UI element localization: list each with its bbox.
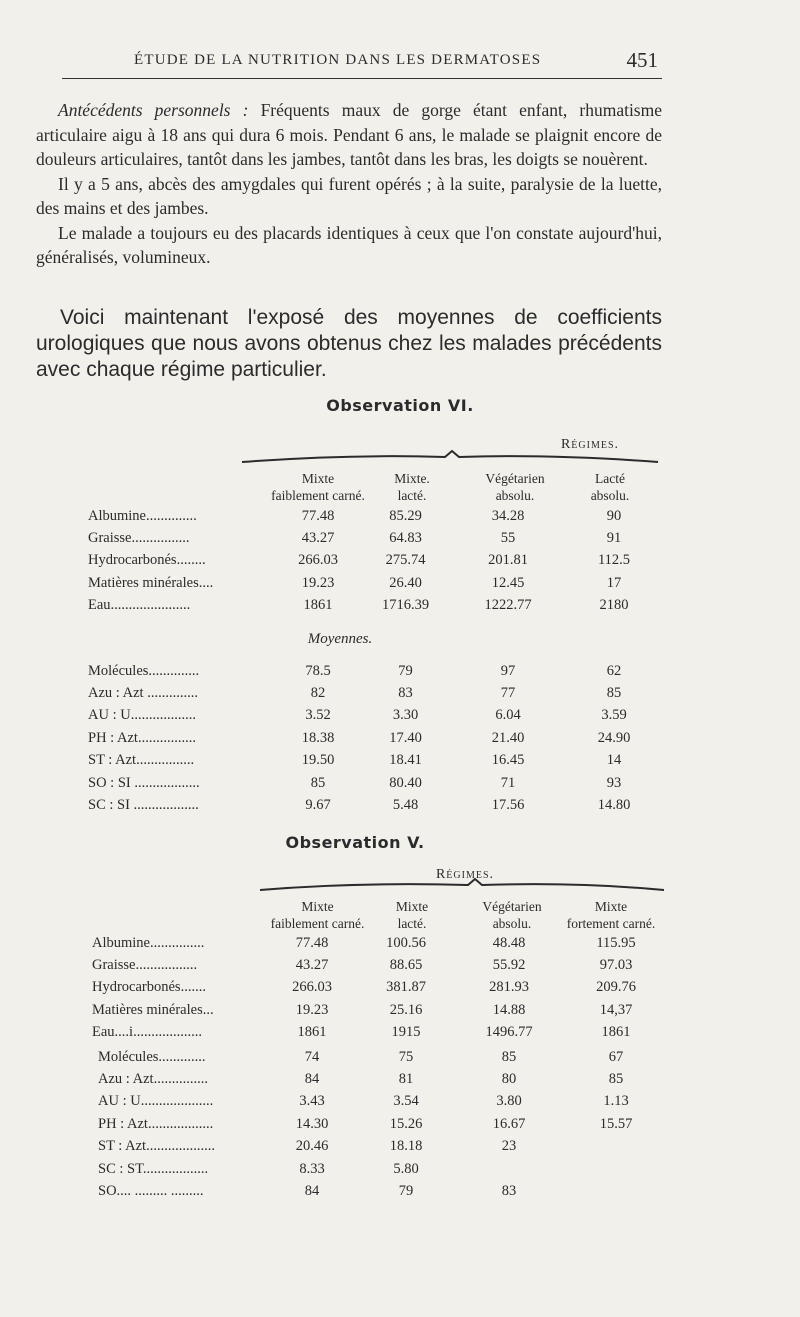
- row-label: Azu : Azt ..............: [88, 685, 198, 702]
- cell-value: 26.40: [389, 574, 422, 591]
- cell-value: 83: [501, 1183, 517, 1200]
- cell-value: 20.46: [295, 1138, 329, 1155]
- cell-value: 67: [608, 1048, 624, 1065]
- cell-value: 97: [500, 662, 516, 679]
- cell-value: 14,37: [599, 1001, 633, 1018]
- intro-text: Voici maintenant l'exposé des moyennes de coefficients urologiques que nous avons obtenus chez les malades précédents avec chaque régime particulier.: [36, 306, 662, 381]
- cell-value: 9.67: [305, 797, 331, 814]
- cell-value: 1861: [297, 1024, 327, 1041]
- cell-value: 2180: [599, 597, 629, 614]
- cell-value: 83: [398, 685, 413, 702]
- obs5-col1-head: [255, 898, 380, 932]
- cell-value: 1861: [601, 1024, 631, 1041]
- table-row: [92, 1022, 664, 1044]
- cell-value: 18.41: [389, 752, 422, 769]
- row-label: ST : Azt...................: [98, 1138, 215, 1155]
- obs6-coefficients-table: [88, 660, 660, 817]
- cell-value: 3.30: [392, 707, 419, 724]
- cell-value: 209.76: [596, 979, 636, 996]
- cell-value: 17: [606, 574, 622, 591]
- obs6-moyennes-label: Moyennes.: [307, 631, 373, 647]
- obs6-col2-head: [372, 470, 452, 504]
- cell-value: 3.54: [393, 1093, 419, 1110]
- cell-value: 3.59: [601, 707, 627, 724]
- cell-value: 16.45: [491, 752, 525, 769]
- table-row: [98, 1136, 664, 1158]
- row-label: PH : Azt..................: [98, 1115, 214, 1132]
- cell-value: 19.23: [301, 574, 335, 591]
- cell-value: 112.5: [597, 552, 631, 569]
- obs5-col2-head-l2: lacté.: [397, 916, 427, 931]
- cell-value: 1915: [391, 1024, 421, 1041]
- obs6-col2-head-l2: lacté.: [397, 488, 427, 503]
- running-title: ÉTUDE DE LA NUTRITION DANS LES DERMATOSES: [134, 52, 542, 68]
- cell-value: 3.43: [299, 1093, 325, 1110]
- cell-value: 90: [606, 507, 622, 524]
- row-label: AU : U....................: [98, 1093, 214, 1110]
- cell-value: 93: [606, 774, 622, 791]
- cell-value: [568, 1136, 664, 1158]
- cell-value: 275.74: [385, 552, 426, 569]
- cell-value: 266.03: [292, 979, 332, 996]
- row-label: PH : Azt................: [88, 729, 196, 746]
- row-label: Matières minérales...: [92, 1001, 214, 1018]
- table-row: [88, 505, 660, 527]
- cell-value: 14.88: [492, 1001, 526, 1018]
- obs6-brace: [240, 450, 660, 466]
- cell-value: 266.03: [298, 552, 338, 569]
- cell-value: 88.65: [389, 957, 423, 974]
- table-row: [98, 1158, 664, 1180]
- cell-value: 75: [398, 1048, 414, 1065]
- cell-value: 1716.39: [381, 597, 430, 614]
- cell-value: 23: [501, 1138, 517, 1155]
- table-row: [92, 977, 664, 999]
- cell-value: 5.48: [392, 797, 419, 814]
- obs5-col3-head-l1: Végétarien: [482, 899, 542, 914]
- cell-value: [450, 1158, 568, 1180]
- table-row: [88, 550, 660, 572]
- obs6-col4-head-l1: Lacté: [595, 471, 625, 486]
- observation-6-title: Observation VI.: [326, 396, 474, 415]
- cell-value: 97.03: [599, 957, 633, 974]
- cell-value: 25.16: [389, 1001, 423, 1018]
- cell-value: 91: [606, 530, 622, 547]
- obs6-regimes-label: Régimes.: [560, 437, 620, 452]
- obs6-col3-head-l2: absolu.: [495, 488, 535, 503]
- cell-value: 16.67: [492, 1115, 526, 1132]
- cell-value: [568, 1158, 664, 1180]
- cell-value: 77.48: [295, 934, 329, 951]
- paragraph-abces: Il y a 5 ans, abcès des amygdales qui furent opérés ; à la suite, paralysie de la luette, des mains et des jambes.: [36, 173, 662, 218]
- cell-value: 55: [500, 530, 516, 547]
- cell-value: 79: [398, 662, 413, 679]
- row-label: Eau......................: [88, 597, 191, 614]
- cell-value: 115.95: [596, 934, 636, 951]
- row-label: Hydrocarbonés.......: [92, 979, 206, 996]
- table-row: [88, 794, 660, 816]
- cell-value: 84: [304, 1183, 320, 1200]
- obs6-composition-table: [88, 505, 660, 617]
- cell-value: 64.83: [389, 530, 422, 547]
- cell-value: 18.18: [389, 1138, 423, 1155]
- row-label: Graisse................: [88, 530, 190, 547]
- obs6-col1-head-l2: faiblement carné.: [271, 488, 365, 503]
- cell-value: 85: [310, 774, 326, 791]
- intro-paragraph: [36, 305, 662, 383]
- table-row: [88, 705, 660, 727]
- cell-value: 14: [606, 752, 622, 769]
- paragraph-placards: Le malade a toujours eu des placards identiques à ceux que l'on constate aujourd'hui, généralisés, volumineux.: [36, 222, 662, 267]
- table-row: [88, 527, 660, 549]
- obs6-col3-head: [470, 470, 560, 504]
- obs6-col1-head: [258, 470, 378, 504]
- obs6-col1-head-l1: Mixte: [301, 471, 335, 486]
- row-label: AU : U..................: [88, 707, 196, 724]
- table-row: [88, 727, 660, 749]
- cell-value: 55.92: [492, 957, 526, 974]
- cell-value: 18.38: [301, 729, 335, 746]
- cell-value: 85: [606, 685, 622, 702]
- cell-value: 3.80: [496, 1093, 522, 1110]
- cell-value: 78.5: [305, 662, 331, 679]
- cell-value: 281.93: [489, 979, 529, 996]
- table-row: [98, 1068, 664, 1090]
- cell-value: 85: [608, 1071, 624, 1088]
- row-label: Molécules.............: [98, 1048, 206, 1065]
- running-header: [62, 48, 662, 78]
- cell-value: 6.04: [495, 707, 521, 724]
- row-label: Albumine...............: [92, 934, 205, 951]
- cell-value: 15.57: [599, 1115, 633, 1132]
- obs5-col2-head: [372, 898, 452, 932]
- obs5-col1-head-l2: faiblement carné.: [270, 916, 365, 931]
- table-row: [98, 1091, 664, 1113]
- cell-value: 19.23: [295, 1001, 329, 1018]
- table-row: [88, 595, 660, 617]
- cell-value: 15.26: [389, 1115, 423, 1132]
- cell-value: 381.87: [386, 979, 426, 996]
- obs5-col4-head-l1: Mixte: [594, 899, 628, 914]
- row-label: SO.... ......... .........: [98, 1183, 204, 1200]
- obs5-col2-head-l1: Mixte: [395, 899, 429, 914]
- obs5-brace: [258, 878, 666, 894]
- cell-value: 19.50: [301, 752, 335, 769]
- table-row: [98, 1180, 664, 1202]
- obs6-col4-head: [580, 470, 640, 504]
- cell-value: 43.27: [295, 957, 329, 974]
- cell-value: 77: [500, 685, 516, 702]
- header-rule: [62, 78, 662, 79]
- cell-value: 62: [606, 662, 622, 679]
- obs6-col4-head-l2: absolu.: [590, 488, 630, 503]
- cell-value: 79: [398, 1183, 414, 1200]
- observation-5-title: Observation V.: [285, 833, 425, 852]
- case-history: [36, 98, 662, 270]
- row-label: ST : Azt................: [88, 752, 195, 769]
- cell-value: 12.45: [491, 574, 525, 591]
- table-row: [88, 572, 660, 594]
- cell-value: 80.40: [389, 774, 422, 791]
- cell-value: 1861: [303, 597, 333, 614]
- table-row: [88, 772, 660, 794]
- cell-value: 80: [501, 1071, 517, 1088]
- antecedents-text: Fréquents maux de gorge étant enfant, rhumatisme articulaire aigu à 18 ans qui dura 6 mois. Pendant 6 ans, le malade se plaignit encore de douleurs articulaires, tantôt dans les jambes, tantôt dans les bras, les doigts se nouèrent.: [36, 100, 662, 169]
- cell-value: [568, 1180, 664, 1202]
- cell-value: 1222.77: [484, 597, 532, 614]
- table-row: [98, 1046, 664, 1068]
- cell-value: 74: [304, 1048, 320, 1065]
- cell-value: 14.30: [295, 1115, 329, 1132]
- paragraph-antecedents: [36, 98, 662, 172]
- cell-value: 77.48: [301, 507, 335, 524]
- cell-value: 201.81: [488, 552, 528, 569]
- row-label: Eau....i...................: [92, 1024, 202, 1041]
- obs5-col4-head-l2: fortement carné.: [566, 916, 656, 931]
- table-row: [98, 1113, 664, 1135]
- cell-value: 85.29: [389, 507, 422, 524]
- row-label: Albumine..............: [88, 507, 197, 524]
- table-row: [88, 660, 660, 682]
- obs6-col2-head-l1: Mixte.: [394, 471, 430, 486]
- table-row: [92, 999, 664, 1021]
- cell-value: 71: [500, 774, 516, 791]
- row-label: SC : SI ..................: [88, 797, 199, 814]
- obs5-composition-table: [92, 932, 664, 1044]
- cell-value: 17.56: [491, 797, 525, 814]
- obs5-col3-head-l2: absolu.: [492, 916, 532, 931]
- obs5-coefficients-table: [98, 1046, 664, 1203]
- row-label: Matières minérales....: [88, 574, 214, 591]
- cell-value: 17.40: [389, 729, 422, 746]
- row-label: Molécules..............: [88, 662, 200, 679]
- row-label: SC : ST..................: [98, 1160, 209, 1177]
- table-row: [92, 954, 664, 976]
- cell-value: 3.52: [305, 707, 331, 724]
- obs6-col3-head-l1: Végétarien: [485, 471, 545, 486]
- cell-value: 14.80: [597, 797, 631, 814]
- table-row: [88, 682, 660, 704]
- obs5-col1-head-l1: Mixte: [301, 899, 334, 914]
- table-row: [92, 932, 664, 954]
- cell-value: 85: [501, 1048, 517, 1065]
- cell-value: 1.13: [603, 1093, 629, 1110]
- cell-value: 84: [304, 1071, 320, 1088]
- cell-value: 21.40: [491, 729, 525, 746]
- page-number: 451: [626, 48, 658, 72]
- obs5-col4-head: [557, 898, 665, 932]
- cell-value: 81: [398, 1071, 414, 1088]
- cell-value: 82: [310, 685, 326, 702]
- row-label: Graisse.................: [92, 957, 198, 974]
- antecedents-label: Antécédents personnels :: [58, 100, 249, 120]
- obs5-regimes-label: Régimes.: [435, 867, 495, 882]
- cell-value: 34.28: [491, 507, 525, 524]
- cell-value: 8.33: [299, 1160, 325, 1177]
- row-label: Hydrocarbonés........: [88, 552, 206, 569]
- cell-value: 1496.77: [485, 1024, 533, 1041]
- row-label: Azu : Azt...............: [98, 1071, 208, 1088]
- cell-value: 100.56: [386, 934, 426, 951]
- obs5-col3-head: [462, 898, 562, 932]
- cell-value: 43.27: [301, 530, 335, 547]
- cell-value: 5.80: [393, 1160, 419, 1177]
- row-label: SO : SI ..................: [88, 774, 200, 791]
- cell-value: 48.48: [492, 934, 526, 951]
- table-row: [88, 750, 660, 772]
- cell-value: 24.90: [597, 729, 631, 746]
